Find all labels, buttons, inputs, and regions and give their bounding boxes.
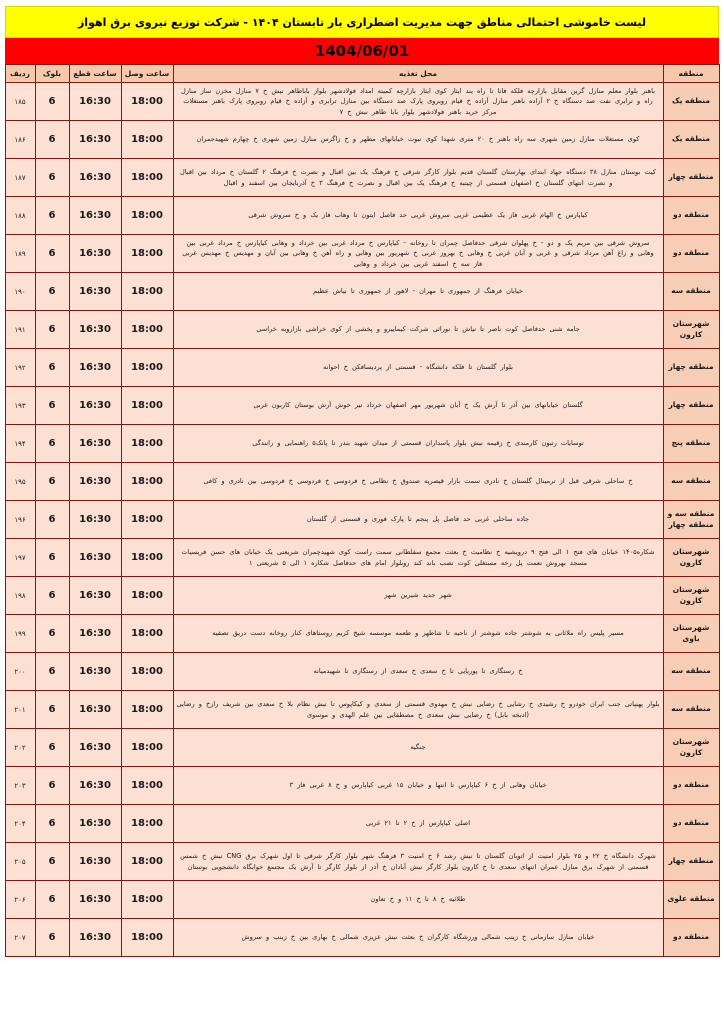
cell-restore-time: 18:00 bbox=[121, 615, 173, 653]
column-header-blok: بلوک bbox=[35, 65, 69, 83]
table-row bbox=[5, 197, 719, 235]
cell-restore-time: 18:00 bbox=[121, 919, 173, 957]
cell-row-number: ۱۸۶ bbox=[5, 121, 35, 159]
cell-restore-time: 18:00 bbox=[121, 501, 173, 539]
cell-row-number: ۱۹۰ bbox=[5, 273, 35, 311]
cell-restore-time: 18:00 bbox=[121, 843, 173, 881]
cell-outage-time: 16:30 bbox=[69, 767, 121, 805]
cell-restore-time: 18:00 bbox=[121, 235, 173, 273]
cell-region: منطقه سه bbox=[663, 463, 719, 501]
cell-restore-time: 18:00 bbox=[121, 197, 173, 235]
cell-row-number: ۱۸۵ bbox=[5, 83, 35, 121]
cell-address: سروش شرقی بین مریم یک و دو - خ پهلوان شرقی حدفاصل چمران تا روخانه - کیاپارس خ مرداد غربی بین خرداد و وهابی کیاپارس خ مرداد غربی بین وهابی و زاغ آهن مرداد شرقی و غربی و آبان غربی خ وهابی خ بهروز غربی خ شهریور بین وهابی و راه آهن خ وهابی بین آبان و مهدیس خ مهدیس غربی فاز سه خ اسفند غربی بین خرداد و وهابی bbox=[173, 235, 663, 273]
cell-outage-time: 16:30 bbox=[69, 83, 121, 121]
cell-region: منطقه دو bbox=[663, 235, 719, 273]
cell-block: 6 bbox=[35, 577, 69, 615]
outage-table bbox=[5, 64, 720, 957]
cell-region: منطقه چهار bbox=[663, 843, 719, 881]
cell-region: منطقه دو bbox=[663, 919, 719, 957]
table-row bbox=[5, 311, 719, 349]
cell-outage-time: 16:30 bbox=[69, 349, 121, 387]
cell-region: شهرستان باوی bbox=[663, 615, 719, 653]
cell-block: 6 bbox=[35, 919, 69, 957]
cell-address: خ رستگاری تا پوریایی تا خ سعدی خ سعدی از رستگاری تا شهیدمیانه bbox=[173, 653, 663, 691]
table-row bbox=[5, 805, 719, 843]
cell-block: 6 bbox=[35, 881, 69, 919]
cell-restore-time: 18:00 bbox=[121, 805, 173, 843]
cell-block: 6 bbox=[35, 197, 69, 235]
cell-restore-time: 18:00 bbox=[121, 691, 173, 729]
cell-outage-time: 16:30 bbox=[69, 197, 121, 235]
cell-address: جاده ساحلی غربی حد فاصل پل پنجم تا پارک فوری و قسمتی از گلستان bbox=[173, 501, 663, 539]
cell-outage-time: 16:30 bbox=[69, 615, 121, 653]
cell-region: شهرستان کارون bbox=[663, 577, 719, 615]
cell-block: 6 bbox=[35, 767, 69, 805]
cell-row-number: ۲۰۰ bbox=[5, 653, 35, 691]
cell-address: جنگیه bbox=[173, 729, 663, 767]
cell-outage-time: 16:30 bbox=[69, 843, 121, 881]
cell-outage-time: 16:30 bbox=[69, 501, 121, 539]
cell-outage-time: 16:30 bbox=[69, 159, 121, 197]
table-row bbox=[5, 235, 719, 273]
cell-region: منطقه دو bbox=[663, 805, 719, 843]
cell-region: منطقه دو bbox=[663, 767, 719, 805]
cell-block: 6 bbox=[35, 805, 69, 843]
document-date-banner bbox=[5, 38, 719, 64]
cell-region: منطقه یک bbox=[663, 121, 719, 159]
cell-row-number: ۲۰۷ bbox=[5, 919, 35, 957]
table-row bbox=[5, 691, 719, 729]
cell-block: 6 bbox=[35, 83, 69, 121]
table-row bbox=[5, 121, 719, 159]
cell-row-number: ۱۸۸ bbox=[5, 197, 35, 235]
column-header-address: محل تغذیه bbox=[173, 65, 663, 83]
cell-outage-time: 16:30 bbox=[69, 311, 121, 349]
cell-block: 6 bbox=[35, 653, 69, 691]
cell-address: شهر جدید شیرین شهر bbox=[173, 577, 663, 615]
cell-address: مسیر پلیس راه ملاثانی به شوشتر جاده شوشتر از ناحیه تا شاطهر و طعمه موسسه شیخ کریم روستاهای کنار روخانه دست دریق تصفیه bbox=[173, 615, 663, 653]
cell-restore-time: 18:00 bbox=[121, 463, 173, 501]
cell-block: 6 bbox=[35, 425, 69, 463]
cell-restore-time: 18:00 bbox=[121, 311, 173, 349]
table-row bbox=[5, 843, 719, 881]
table-row bbox=[5, 615, 719, 653]
cell-restore-time: 18:00 bbox=[121, 653, 173, 691]
cell-row-number: ۲۰۳ bbox=[5, 767, 35, 805]
cell-address: شهرک دانشگاه خ ۲۲ و ۲۵ بلوار امنیت از اتوبان گلستان تا نبش رشد ۶ خ امنیت ۳ فرهنگ شهر بلوار کارگر شرقی تا اول شهرک برق CNG نبش خ شمس قسمتی از شهرک برق منازل عمران انتهای سعدی تا خ کارون بلوار کارگر نبش آبادان خ آذر از بلوار کارگر تا آرش یک مجتمع خوابگاه دانشجویی بوستان bbox=[173, 843, 663, 881]
cell-address: بلوار پهنپاتی جنب ایران خودرو خ رشیدی خ رشایی خ رضایی نبش خ مهدوی قسمتی از سعدی و کیکاپوس تا نبش نظام بلا خ سعدی بین شریف رازخ و رضایی (ادبخه بابل) خ رضایی نبش سعدی خ مصطفایی بین علم الهدی و موسوی bbox=[173, 691, 663, 729]
cell-address: خ ساحلی شرقی قبل از ترمینال گلستان خ نادری سمت بازار قیصریه صندوق خ نظامی خ فردوسی خ فردوسی خ فردوسی بین نادری و کافی bbox=[173, 463, 663, 501]
cell-region: منطقه پنج bbox=[663, 425, 719, 463]
table-row bbox=[5, 577, 719, 615]
cell-row-number: ۱۹۱ bbox=[5, 311, 35, 349]
cell-block: 6 bbox=[35, 273, 69, 311]
cell-outage-time: 16:30 bbox=[69, 691, 121, 729]
cell-outage-time: 16:30 bbox=[69, 805, 121, 843]
column-header-radif: ردیف bbox=[5, 65, 35, 83]
table-row bbox=[5, 463, 719, 501]
cell-outage-time: 16:30 bbox=[69, 387, 121, 425]
cell-region: منطقه چهار bbox=[663, 159, 719, 197]
cell-restore-time: 18:00 bbox=[121, 577, 173, 615]
cell-outage-time: 16:30 bbox=[69, 121, 121, 159]
table-row bbox=[5, 881, 719, 919]
cell-outage-time: 16:30 bbox=[69, 539, 121, 577]
cell-address: اصلی کیاپارس از خ ۲ تا ۲۱ غربی bbox=[173, 805, 663, 843]
column-header-region: منطقه bbox=[663, 65, 719, 83]
cell-block: 6 bbox=[35, 387, 69, 425]
cell-row-number: ۲۰۲ bbox=[5, 729, 35, 767]
cell-block: 6 bbox=[35, 159, 69, 197]
cell-address: کیت بوستان منازل ۳۸ دستگاه جهاد ابتدای بهارستان گلستان قدیم بلوار کارگر شرقی خ فرهنگ یک بین اقبال و نصرت خ فرهنگ ۲ گلستان خ مرداد بین اقبال و نصرت انتهای گلستان خ اصفهان قسمتی از چیتبه خ فرهنگ یک بین اقبال و نصرت خ فرهنگ ۳ خ آذربایجان بین اسفند و اقبال bbox=[173, 159, 663, 197]
cell-address: کیاپارس خ الهام غربی فاز یک عظیمی غربی سروش غربی حد فاصل ایتون تا وهاب فاز یک و خ سروش شرقی bbox=[173, 197, 663, 235]
cell-address: خیابان وهابی از خ ۶ کیاپارس تا انتها و خیابان ۱۵ غربی کیاپارس و خ ۸ غربی فاز ۳ bbox=[173, 767, 663, 805]
table-body bbox=[5, 83, 719, 957]
cell-row-number: ۱۹۴ bbox=[5, 425, 35, 463]
cell-row-number: ۲۰۱ bbox=[5, 691, 35, 729]
cell-restore-time: 18:00 bbox=[121, 539, 173, 577]
cell-region: منطقه سه bbox=[663, 273, 719, 311]
cell-restore-time: 18:00 bbox=[121, 159, 173, 197]
table-row bbox=[5, 273, 719, 311]
cell-region: منطقه چهار bbox=[663, 349, 719, 387]
cell-region: منطقه یک bbox=[663, 83, 719, 121]
cell-address: طلائیه خ ۸ تا خ ۱۱ و خ تعاون bbox=[173, 881, 663, 919]
cell-outage-time: 16:30 bbox=[69, 463, 121, 501]
cell-block: 6 bbox=[35, 235, 69, 273]
cell-block: 6 bbox=[35, 349, 69, 387]
cell-address: توسایات رتبون کارمندی خ زقیمه نیش بلوار پاسداران قسمتی از میدان شهید بندر تا پانک۵ راهنمایی و رانندگی bbox=[173, 425, 663, 463]
cell-address: باهنر بلوار معلم منازل گرین مقابل بازارچه فلکه فاتا تا راه بند ایثار کوی ایثار بازارچه کمیته امداد فولادشهر بلوار باباطاهر نبش خ ۷ منازل مخزن ساز منازل راه و ترابری نفت صد دستگاه خ ۲ آزاده باهنر منازل آزاده خ قیام روبروی پارک صد دستگاه بین منازل ترابری و آزاده خ قیام روبروی پارک باهنر مستغلات مرکز خرید باهنر فولادشهر بلوار بابا طاهر نبش خ ۷ bbox=[173, 83, 663, 121]
table-row bbox=[5, 729, 719, 767]
cell-block: 6 bbox=[35, 121, 69, 159]
cell-row-number: ۲۰۴ bbox=[5, 805, 35, 843]
cell-row-number: ۱۸۷ bbox=[5, 159, 35, 197]
cell-row-number: ۱۹۳ bbox=[5, 387, 35, 425]
document-title-banner bbox=[5, 6, 719, 38]
table-row bbox=[5, 349, 719, 387]
cell-region: شهرستان کارون bbox=[663, 729, 719, 767]
cell-outage-time: 16:30 bbox=[69, 235, 121, 273]
cell-block: 6 bbox=[35, 729, 69, 767]
cell-restore-time: 18:00 bbox=[121, 881, 173, 919]
cell-block: 6 bbox=[35, 843, 69, 881]
column-header-vasl: ساعت وصل bbox=[121, 65, 173, 83]
cell-outage-time: 16:30 bbox=[69, 729, 121, 767]
cell-outage-time: 16:30 bbox=[69, 653, 121, 691]
cell-restore-time: 18:00 bbox=[121, 729, 173, 767]
cell-block: 6 bbox=[35, 615, 69, 653]
cell-restore-time: 18:00 bbox=[121, 767, 173, 805]
cell-row-number: ۱۹۷ bbox=[5, 539, 35, 577]
cell-region: منطقه علوی bbox=[663, 881, 719, 919]
cell-row-number: ۱۸۹ bbox=[5, 235, 35, 273]
cell-region: شهرستان کارون bbox=[663, 311, 719, 349]
table-header-row bbox=[5, 65, 719, 83]
table-row bbox=[5, 159, 719, 197]
cell-address: جامه شنی حدفاصل کوت ناصر تا نیاش تا نوراثی شرکت کیماییرو و پخشی از کوی خراشی بازاروبه خراسی bbox=[173, 311, 663, 349]
cell-row-number: ۱۹۶ bbox=[5, 501, 35, 539]
cell-restore-time: 18:00 bbox=[121, 273, 173, 311]
cell-block: 6 bbox=[35, 311, 69, 349]
schedule-date: 1404/06/01 bbox=[314, 42, 410, 60]
cell-restore-time: 18:00 bbox=[121, 349, 173, 387]
cell-address: شکاره۱۴۰۵ خیابان های فتح ۱ الی فتح ۹ درویشیه خ نظامیت خ بعثت مجمع سفلطانی سمت راست کوی شهیدچمران شریعتی یک خیابان های حسن فریسیات مسجد بهروش نعمت پل رخه مستغلی کوت نصب باند کند روبلوار امام های حدفاصل شکاره ۱ الی ۵ شریعتی ۱ bbox=[173, 539, 663, 577]
cell-block: 6 bbox=[35, 691, 69, 729]
cell-row-number: ۲۰۵ bbox=[5, 843, 35, 881]
cell-outage-time: 16:30 bbox=[69, 273, 121, 311]
cell-restore-time: 18:00 bbox=[121, 121, 173, 159]
cell-row-number: ۱۹۵ bbox=[5, 463, 35, 501]
cell-row-number: ۱۹۲ bbox=[5, 349, 35, 387]
cell-region: منطقه سه bbox=[663, 691, 719, 729]
cell-outage-time: 16:30 bbox=[69, 881, 121, 919]
cell-region: شهرستان کارون bbox=[663, 539, 719, 577]
table-row bbox=[5, 425, 719, 463]
cell-address: گلستان خیابانهای بین آذر تا آرش یک خ آبان شهریور مهر اصفهان خرداد تیر خوش آرش بوستان کاربون غربی bbox=[173, 387, 663, 425]
table-row bbox=[5, 653, 719, 691]
cell-block: 6 bbox=[35, 501, 69, 539]
cell-block: 6 bbox=[35, 463, 69, 501]
cell-address: بلوار گلستان تا فلکه دانشگاه - قسمتی از پردیسافکن خ احوانه bbox=[173, 349, 663, 387]
cell-address: خیابان فرهنگ از جمهوری تا مهران - لاهور از جمهوری تا نیاش عظیم bbox=[173, 273, 663, 311]
cell-outage-time: 16:30 bbox=[69, 425, 121, 463]
cell-region: منطقه سه bbox=[663, 653, 719, 691]
table-row bbox=[5, 767, 719, 805]
column-header-ghat: ساعت قطع bbox=[69, 65, 121, 83]
cell-outage-time: 16:30 bbox=[69, 919, 121, 957]
cell-address: کوی مستغلات منازل زمین شهری سه راه باهنر خ ۲۰ متری شهدا کوی نبوت خیابانهای مطهر و خ زاگرس منازل زمین شهری خ چهارم شهیدجمران bbox=[173, 121, 663, 159]
cell-restore-time: 18:00 bbox=[121, 387, 173, 425]
table-row bbox=[5, 539, 719, 577]
cell-restore-time: 18:00 bbox=[121, 83, 173, 121]
cell-outage-time: 16:30 bbox=[69, 577, 121, 615]
cell-region: منطقه دو bbox=[663, 197, 719, 235]
cell-region: منطقه سه و منطقه چهار bbox=[663, 501, 719, 539]
table-row bbox=[5, 83, 719, 121]
cell-region: منطقه چهار bbox=[663, 387, 719, 425]
cell-row-number: ۱۹۹ bbox=[5, 615, 35, 653]
cell-row-number: ۲۰۶ bbox=[5, 881, 35, 919]
cell-restore-time: 18:00 bbox=[121, 425, 173, 463]
page-title: لیست خاموشی احتمالی مناطق جهت مدیریت اضطراری بار تابستان ۱۴۰۴ - شرکت توزیع نیروی برق اهواز bbox=[77, 15, 647, 29]
table-row bbox=[5, 387, 719, 425]
cell-row-number: ۱۹۸ bbox=[5, 577, 35, 615]
cell-address: خیابان منازل سازمانی خ زینب شمالی ورزشگاه کارگران خ بعثت نبش عزیزی شمالی خ بهاری بین خ زینب و سروش bbox=[173, 919, 663, 957]
table-row bbox=[5, 501, 719, 539]
table-row bbox=[5, 919, 719, 957]
cell-block: 6 bbox=[35, 539, 69, 577]
